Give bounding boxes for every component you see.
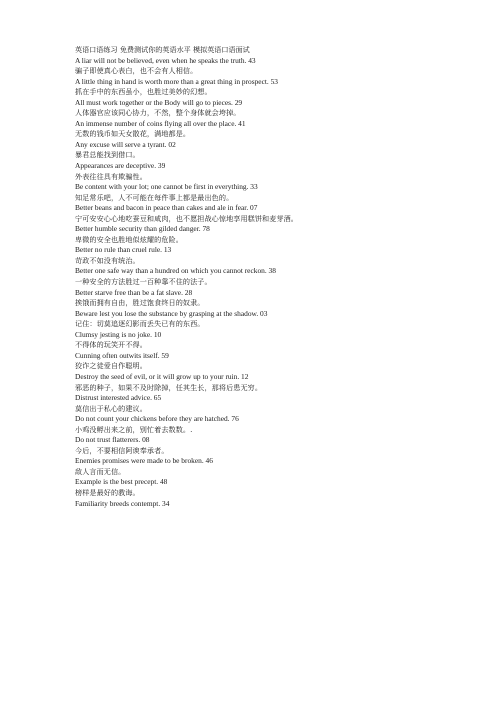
proverb-english: Do not trust flatterers. 08: [75, 435, 150, 445]
proverb-chinese: 狡诈之徒爱自作聪明。: [75, 361, 147, 371]
proverb-english: Enemies promises were made to be broken. 46: [75, 456, 213, 466]
proverb-chinese: 挨饿而拥有自由，胜过饱食终日的奴隶。: [75, 298, 205, 308]
proverb-english: Distrust interested advice. 65: [75, 393, 162, 403]
proverb-english: Clumsy jesting is no joke. 10: [75, 329, 162, 339]
proverb-english: Do not count your chickens before they are hatched. 76: [75, 414, 239, 424]
proverb-english: Better starve free than be a fat slave. 28: [75, 287, 193, 297]
proverb-chinese: 卑微的安全也胜地似炫耀的危险。: [75, 234, 183, 244]
proverb-english: An immense number of coins flying all over the place. 41: [75, 118, 246, 128]
proverb-english: Familiarity breeds contempt. 34: [75, 498, 170, 508]
proverb-english: Better no rule than cruel rule. 13: [75, 245, 172, 255]
proverb-chinese: 暴君总能找到借口。: [75, 150, 140, 160]
proverb-english: A liar will not be believed, even when he speaks the truth. 43: [75, 55, 256, 65]
proverb-chinese: 宁可安安心心地吃蚕豆和咸肉，也不愿担战心惊地享用糕饼和麦芽酒。: [75, 213, 299, 223]
proverb-chinese: 抓在手中的东西虽小，也胜过美妙的幻想。: [75, 87, 212, 97]
proverb-chinese: 今后，不要相信阿谀奉承者。: [75, 445, 169, 455]
proverb-english: Example is the best precept. 48: [75, 477, 168, 487]
proverb-english: Destroy the seed of evil, or it will grow up to your ruin. 12: [75, 371, 249, 381]
proverb-english: Beware lest you lose the substance by grasping at the shadow. 03: [75, 308, 268, 318]
proverb-english: Better one safe way than a hundred on which you cannot reckon. 38: [75, 266, 276, 276]
proverb-english: Better beans and bacon in peace than cakes and ale in fear. 07: [75, 203, 258, 213]
proverb-english: Cunning often outwits itself. 59: [75, 350, 169, 360]
proverb-english: A little thing in hand is worth more than a great thing in prospect. 53: [75, 76, 279, 86]
proverb-chinese: 知足常乐吧，人不可能在每件事上都是最出色的。: [75, 192, 234, 202]
proverb-chinese: 苛政不如没有统治。: [75, 255, 140, 265]
proverb-english: Better humble security than gilded danger. 78: [75, 224, 210, 234]
proverb-english: Be content with your lot; one cannot be first in everything. 33: [75, 182, 258, 192]
proverb-chinese: 敌人言而无信。: [75, 466, 126, 476]
proverb-chinese: 莫信出于私心的建议。: [75, 403, 147, 413]
proverb-chinese: 记住：切莫追逐幻影而丢失已有的东西。: [75, 319, 205, 329]
proverb-chinese: 榜样是最好的教诲。: [75, 487, 140, 497]
proverb-chinese: 外表往往具有欺骗性。: [75, 171, 147, 181]
document-page: [75, 45, 485, 509]
proverb-chinese: 邪恶的种子，如果不及时除掉，任其生长，那将后患无穷。: [75, 382, 263, 392]
proverb-english: Appearances are deceptive. 39: [75, 161, 166, 171]
proverb-chinese: 人体器官应该同心协力，不然，整个身体就会垮掉。: [75, 108, 241, 118]
proverb-list: [75, 56, 485, 510]
proverb-chinese: 不得体的玩笑开不得。: [75, 340, 147, 350]
document-title: 英语口语练习 免费测试你的英语水平 模拟英语口语面试: [75, 45, 250, 54]
proverb-english: Any excuse will serve a tyrant. 02: [75, 139, 176, 149]
proverb-chinese: 骗子即使真心表白，也不会有人相信。: [75, 66, 198, 76]
proverb-chinese: 无数的钱币如天女散花，满地都是。: [75, 129, 191, 139]
proverb-english: All must work together or the Body will go to pieces. 29: [75, 97, 243, 107]
proverb-chinese: 小鸡没孵出来之前，别忙着去数数。.: [75, 424, 193, 434]
proverb-chinese: 一种安全的方法胜过一百种靠不住的法子。: [75, 277, 212, 287]
